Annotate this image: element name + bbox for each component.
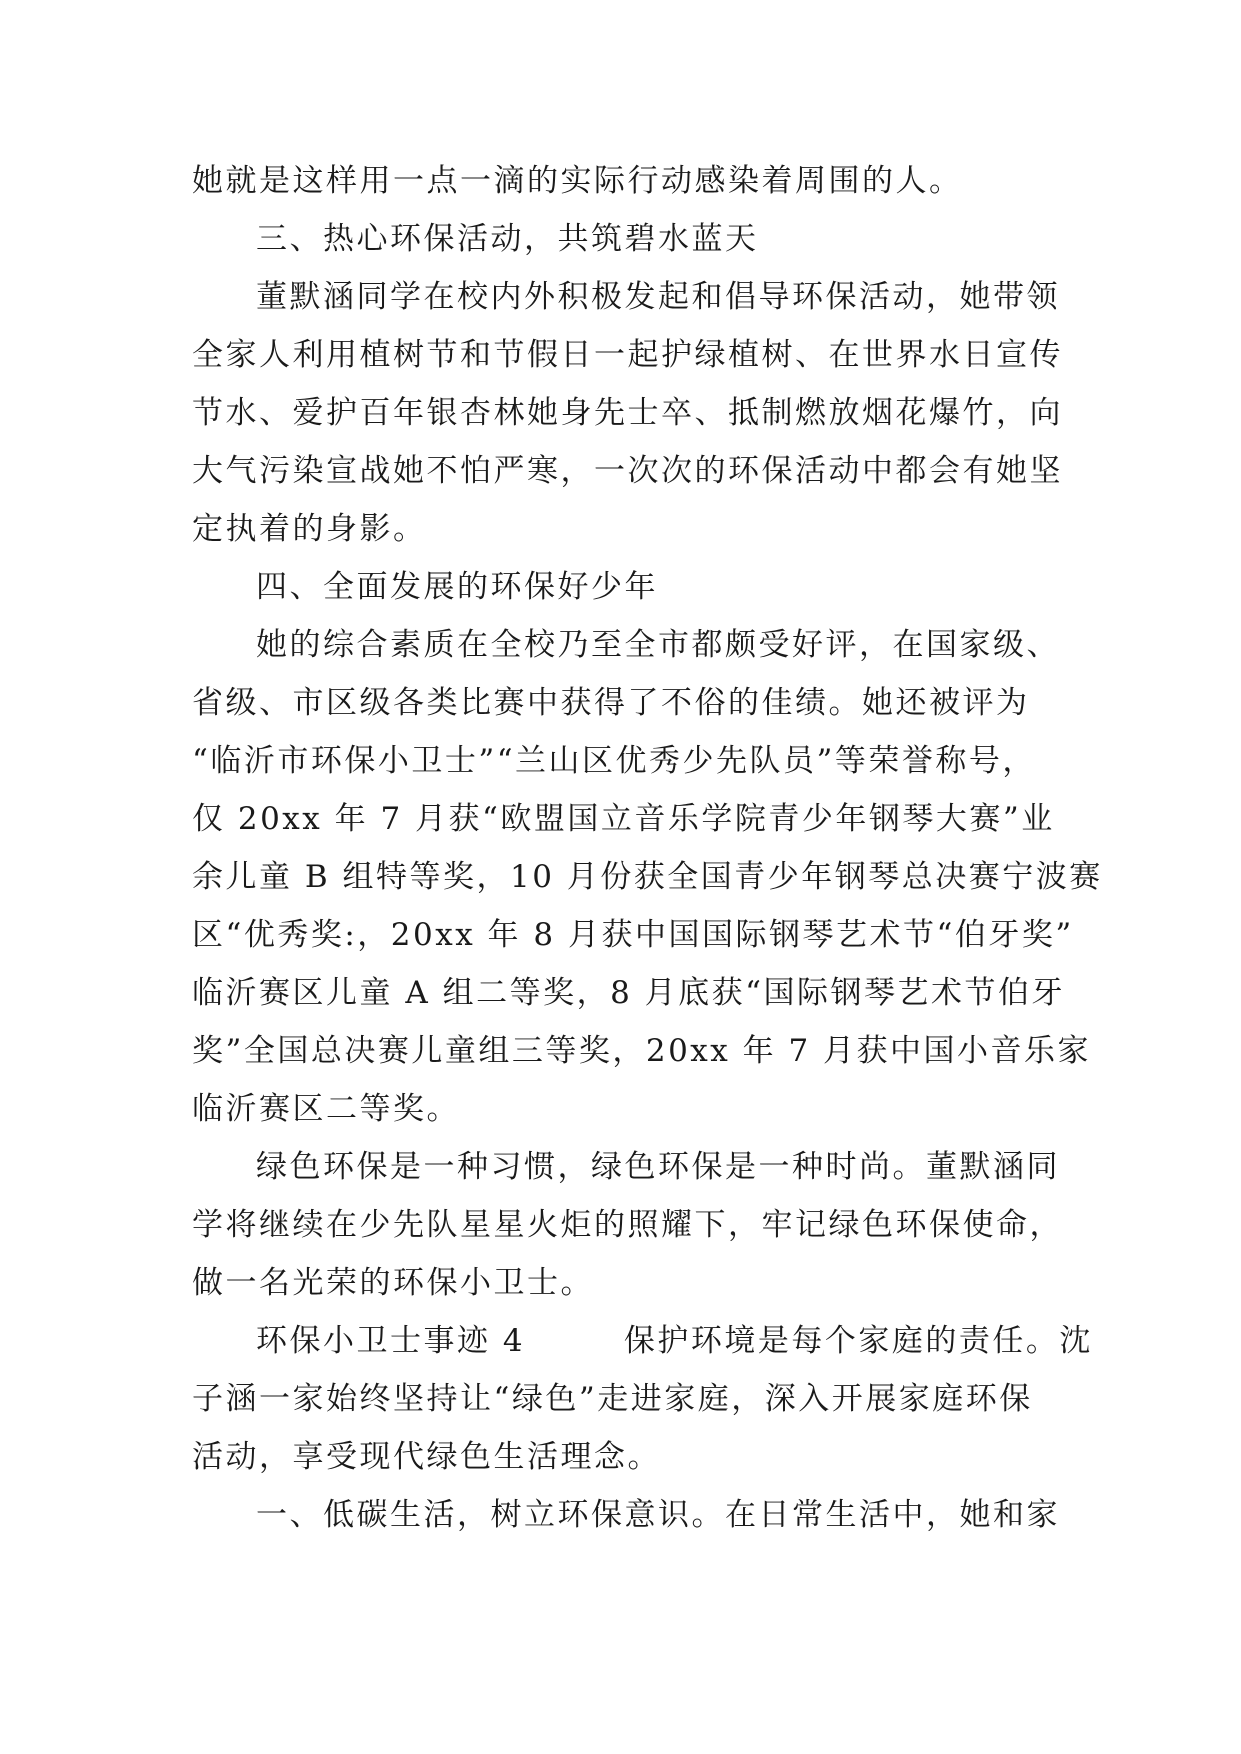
text-line: 董默涵同学在校内外积极发起和倡导环保活动，她带领: [256, 279, 1060, 315]
text-line: 环保小卫士事迹 4 保护环境是每个家庭的责任。沈: [256, 1323, 1093, 1359]
text-line: 她的综合素质在全校乃至全市都颇受好评，在国家级、: [256, 627, 1060, 663]
text-line: 余儿童 B 组特等奖，10 月份获全国青少年钢琴总决赛宁波赛: [192, 859, 1103, 895]
text-line: 省级、市区级各类比赛中获得了不俗的佳绩。她还被评为: [192, 685, 1030, 721]
text-line: 三、热心环保活动，共筑碧水蓝天: [256, 221, 759, 257]
text-line: “临沂市环保小卫士”“兰山区优秀少先队员”等荣誉称号，: [192, 743, 1036, 779]
text-line: 子涵一家始终坚持让“绿色”走进家庭，深入开展家庭环保: [192, 1381, 1033, 1417]
text-line: 做一名光荣的环保小卫士。: [192, 1265, 594, 1301]
text-line: 区“优秀奖:，20xx 年 8 月获中国国际钢琴艺术节“伯牙奖”: [192, 917, 1074, 953]
text-line: 一、低碳生活，树立环保意识。在日常生活中，她和家: [256, 1497, 1060, 1533]
text-line: 仅 20xx 年 7 月获“欧盟国立音乐学院青少年钢琴大赛”业: [192, 801, 1055, 837]
text-line: 定执着的身影。: [192, 511, 427, 547]
text-line: 大气污染宣战她不怕严寒，一次次的环保活动中都会有她坚: [192, 453, 1063, 489]
text-line: 绿色环保是一种习惯，绿色环保是一种时尚。董默涵同: [256, 1149, 1060, 1185]
text-line: 四、全面发展的环保好少年: [256, 569, 658, 605]
text-line: 活动，享受现代绿色生活理念。: [192, 1439, 661, 1475]
text-line: 奖”全国总决赛儿童组三等奖，20xx 年 7 月获中国小音乐家: [192, 1033, 1092, 1069]
text-line: 她就是这样用一点一滴的实际行动感染着周围的人。: [192, 163, 963, 199]
text-line: 学将继续在少先队星星火炬的照耀下，牢记绿色环保使命，: [192, 1207, 1063, 1243]
text-line: 临沂赛区二等奖。: [192, 1091, 460, 1127]
document-body: [192, 152, 1103, 1544]
text-line: 节水、爱护百年银杏林她身先士卒、抵制燃放烟花爆竹，向: [192, 395, 1063, 431]
text-line: 全家人利用植树节和节假日一起护绿植树、在世界水日宣传: [192, 337, 1063, 373]
text-line: 临沂赛区儿童 A 组二等奖，8 月底获“国际钢琴艺术节伯牙: [192, 975, 1066, 1011]
